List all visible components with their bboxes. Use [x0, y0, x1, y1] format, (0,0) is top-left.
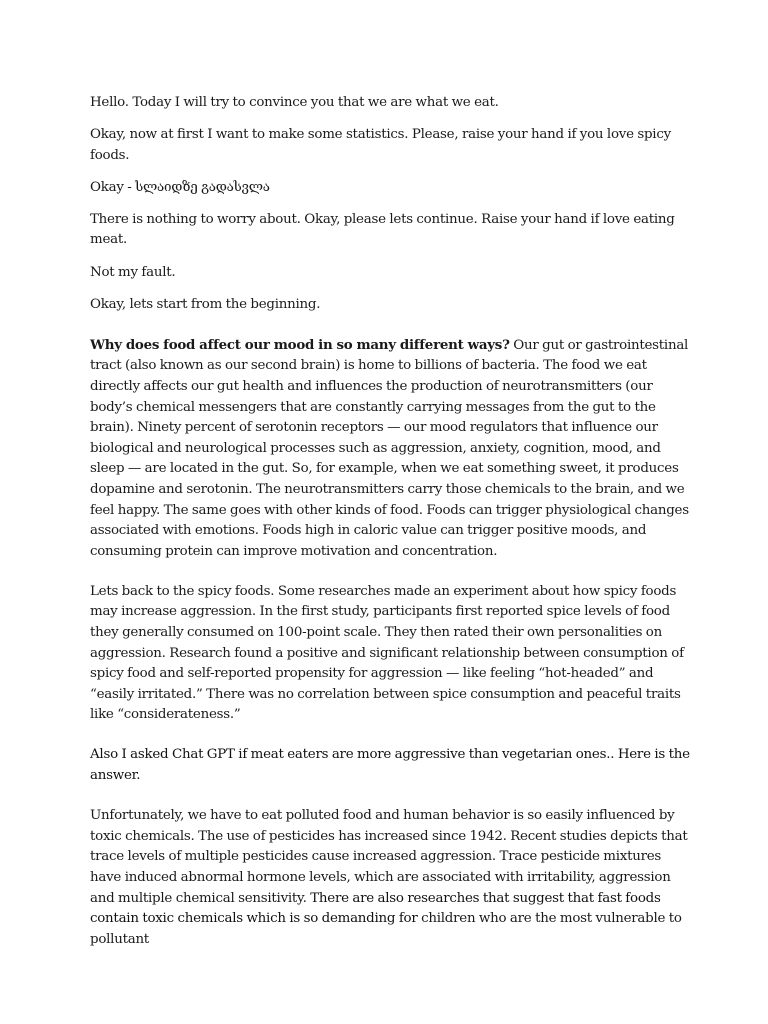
paragraph-pollution [90, 806, 690, 950]
paragraph-food-mood [90, 335, 690, 563]
document-body [90, 93, 690, 962]
paragraph-chat-gpt: Also I asked Chat GPT if meat eaters are more aggressive than vegetarian ones.. Here is the answer. [90, 747, 690, 784]
food-mood-text: Our gut or gastrointestinal tract (also known as our second brain) is home to billions of bacteria. The food we eat directly affects our gut health and influences the production of neurotransmitters (our body’s chemical messengers that are constantly carrying messages from the gut to the brain). Ninety percent of serotonin receptors — our mood regulators that influence our biological and neurological processes such as aggression, anxiety, cognition, mood, and sleep — are located in the gut. So, for example, when we eat something sweet, it produces dopamine and serotonin. The neurotransmitters carry those chemicals to the brain, and we feel happy. The same goes with other kinds of food. Foods can trigger physiological changes associated with emotions. Foods high in caloric value can trigger positive moods, and consuming protein can improve motivation and concentration. [90, 337, 689, 559]
paragraph-slide-note: Okay - სლაიდზე გადასვლა [90, 179, 270, 195]
pollution-text-end: children who are the most vulnerable to pollutant [90, 911, 682, 947]
food-mood-heading: Why does food affect our mood in so many different ways? [90, 336, 510, 353]
paragraph-not-my-fault: Not my fault. [90, 264, 176, 280]
paragraph-meat-poll: There is nothing to worry about. Okay, please lets continue. Raise your hand if love eating meat. [90, 211, 675, 248]
paragraph-start: Okay, lets start from the beginning. [90, 296, 321, 312]
paragraph-greeting: Hello. Today I will try to convince you that we are what we eat. [90, 95, 499, 110]
pollution-text-dark: There are also researches that suggest that fast foods contain toxic chemicals which is so demanding for [90, 890, 661, 927]
paragraph-spicy-study: Lets back to the spicy foods. Some researches made an experiment about how spicy foods may increase aggression. In the first study, participants first reported spice levels of food they generally consumed on 100-point scale. They then rated their own personalities on aggression. Research found a positive and significant relationship between consumption of spicy food and self-reported propensity for aggression — like feeling “hot-headed” and “easily irritated.” There was no correlation between spice consumption and peaceful traits like “considerateness.” [90, 583, 684, 723]
pollution-text: Unfortunately, we have to eat polluted food and human behavior is so easily influenced by toxic chemicals. The use of pesticides has increased since 1942. Recent studies depicts that trace levels of multiple pesticides cause increased aggression. Trace pesticide mixtures have induced abnormal hormone levels, which are associated with irritability, aggression and multiple chemical sensitivity. [90, 808, 688, 906]
paragraph-spicy-poll: Okay, now at first I want to make some statistics. Please, raise your hand if you love spicy foods. [90, 127, 671, 163]
